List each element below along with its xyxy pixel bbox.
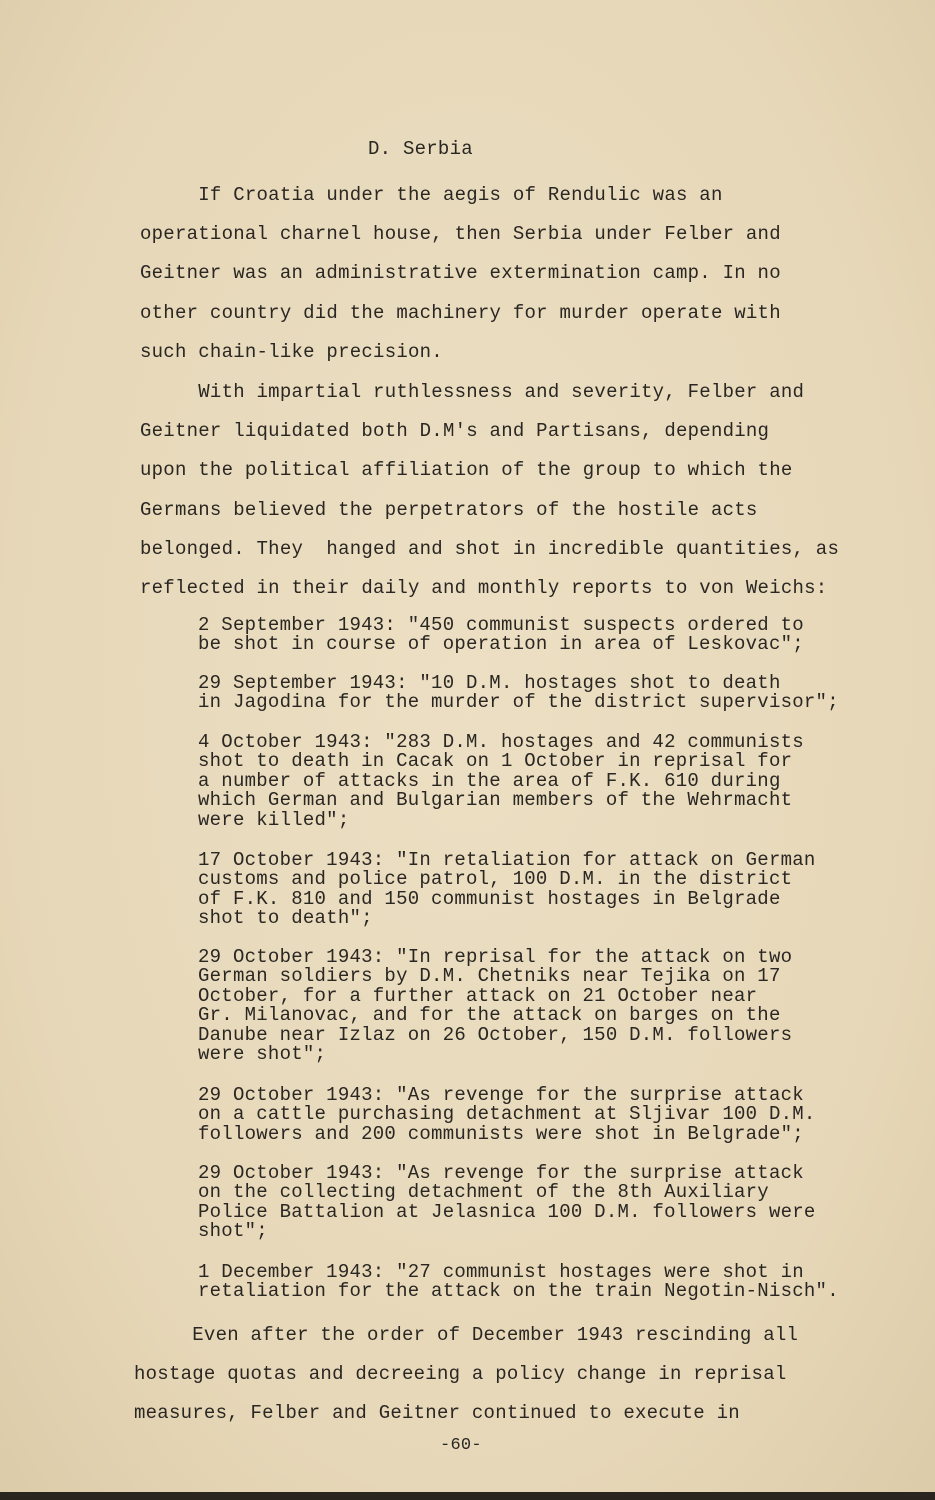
quote-line: shot";: [198, 1220, 268, 1243]
section-heading: D. Serbia: [368, 138, 473, 160]
quote-line: 2 September 1943: "450 communist suspects ordered to: [198, 614, 804, 636]
paragraph-1: [140, 176, 781, 372]
quote-line: shot to death";: [198, 907, 373, 930]
text-line: Geitner was an administrative extermination camp. In no: [140, 262, 781, 285]
page-number: -60-: [440, 1436, 482, 1455]
text-line: upon the political affiliation of the group to which the: [140, 459, 793, 482]
quote-6: [198, 1086, 816, 1144]
quote-line: 29 October 1943: "As revenge for the surprise attack: [198, 1162, 804, 1184]
text-line: Geitner liquidated both D.M's and Partisans, depending: [140, 420, 770, 443]
text-line: measures, Felber and Geitner continued to execute in: [134, 1402, 740, 1425]
quote-1: [198, 616, 804, 655]
quote-line: followers and 200 communists were shot in Belgrade";: [198, 1122, 804, 1145]
quote-line: retaliation for the attack on the train Negotin-Nisch".: [198, 1280, 839, 1303]
quote-line: 29 October 1943: "In reprisal for the attack on two: [198, 946, 793, 968]
quote-line: of F.K. 810 and 150 communist hostages in Belgrade: [198, 887, 781, 910]
quote-line: shot to death in Cacak on 1 October in reprisal for: [198, 750, 793, 773]
text-line: reflected in their daily and monthly reports to von Weichs:: [140, 576, 828, 599]
quote-8: [198, 1263, 839, 1302]
quote-line: Danube near Izlaz on 26 October, 150 D.M. followers: [198, 1023, 793, 1046]
quote-line: German soldiers by D.M. Chetniks near Tejika on 17: [198, 965, 781, 988]
quote-line: Police Battalion at Jelasnica 100 D.M. followers were: [198, 1200, 816, 1223]
text-line: Even after the order of December 1943 rescinding all: [134, 1324, 799, 1346]
quote-line: 29 September 1943: "10 D.M. hostages shot to death: [198, 672, 781, 694]
text-line: operational charnel house, then Serbia under Felber and: [140, 223, 781, 246]
text-line: such chain-like precision.: [140, 340, 443, 363]
quote-line: 29 October 1943: "As revenge for the surprise attack: [198, 1084, 804, 1106]
text-line: With impartial ruthlessness and severity, Felber and: [140, 381, 805, 403]
quote-line: customs and police patrol, 100 D.M. in the district: [198, 868, 793, 891]
quote-line: were shot";: [198, 1042, 327, 1065]
quote-line: 4 October 1943: "283 D.M. hostages and 42 communists: [198, 731, 804, 753]
quote-3: [198, 733, 804, 830]
quote-line: 1 December 1943: "27 communist hostages were shot in: [198, 1261, 804, 1283]
quote-7: [198, 1164, 816, 1242]
quote-line: a number of attacks in the area of F.K. 610 during: [198, 769, 781, 792]
text-line: If Croatia under the aegis of Rendulic was an: [140, 184, 723, 206]
quote-line: Gr. Milanovac, and for the attack on barges on the: [198, 1004, 781, 1027]
quote-line: October, for a further attack on 21 October near: [198, 984, 758, 1007]
scan-edge: [0, 1492, 935, 1500]
quote-line: which German and Bulgarian members of the Wehrmacht: [198, 789, 793, 812]
quote-4: [198, 851, 816, 929]
text-line: Germans believed the perpetrators of the hostile acts: [140, 498, 758, 521]
quote-line: in Jagodina for the murder of the district supervisor";: [198, 691, 839, 714]
quote-line: be shot in course of operation in area of Leskovac";: [198, 633, 804, 656]
quote-2: [198, 674, 839, 713]
paragraph-3: [134, 1316, 798, 1434]
quote-line: on a cattle purchasing detachment at Sljivar 100 D.M.: [198, 1103, 816, 1126]
text-line: other country did the machinery for murder operate with: [140, 301, 781, 324]
quote-line: on the collecting detachment of the 8th Auxiliary: [198, 1181, 769, 1204]
quote-5: [198, 948, 792, 1064]
paragraph-2: [140, 373, 839, 608]
text-line: hostage quotas and decreeing a policy change in reprisal: [134, 1363, 787, 1386]
text-line: belonged. They hanged and shot in incredible quantities, as: [140, 537, 840, 560]
quote-line: 17 October 1943: "In retaliation for attack on German: [198, 849, 816, 871]
quote-line: were killed";: [198, 808, 350, 831]
